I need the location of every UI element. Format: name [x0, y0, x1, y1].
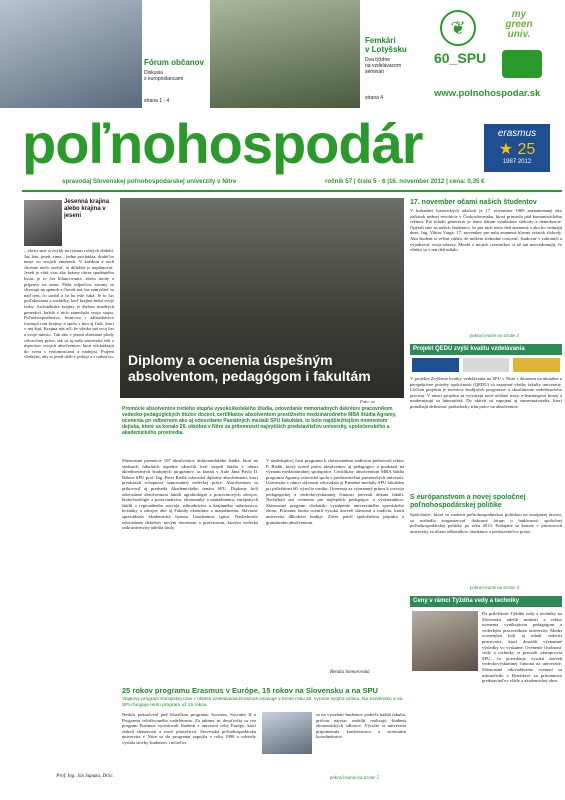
eu-article-headline: S európanstvom a novej spoločnej poľnohospodárskej politike	[410, 494, 526, 509]
teaser2-title: Femkári	[365, 36, 396, 45]
teaser2-text	[365, 36, 425, 101]
teaser2-title2: v Lotyšsku	[365, 45, 407, 54]
masthead-subtitle: spravodaj Slovenskej poľnohospodárskej univerzity v Nitre	[62, 178, 237, 185]
logo-box	[432, 2, 562, 102]
operational-program-logo	[463, 358, 510, 372]
nov17-headline: 17. november očami našich študentov	[410, 199, 537, 206]
wheat-logo-icon: ❦	[440, 10, 476, 46]
erasmus-logo: erasmus ★ 25 1987 2012	[484, 124, 550, 172]
teaser2-page: strana 4	[365, 95, 384, 101]
lead-author: Renáta Somorovská	[330, 670, 370, 675]
masthead	[0, 110, 565, 192]
project-bar: Projekt QEDU zvýši kvalitu vzdelávania	[410, 344, 562, 355]
author-photo	[24, 200, 62, 246]
green-university-logo: my green univ.	[505, 9, 533, 40]
eu-article-body: Spoločnosť, ktorá sa zaoberá poľnohospodárskou politikou na európskej úrovni, sa rozhodla zorganizovať diskusné fórum o budúcnosti spoločnej poľnohospodárskej politiky po roku 2013. Podujatie sa konalo v priestoroch univerzity za účasti odborníkov, študentov a predstaviteľov praxe.	[410, 512, 562, 534]
left-column-signature: Prof. Ing. Ján Supuka, DrSc.	[56, 774, 114, 779]
nov17-continue: pokračovanie na strane 3	[470, 334, 519, 339]
anniversary-badge: 60_SPU	[434, 50, 487, 66]
erasmus-headline: 25 rokov programu Erasmus v Európe, 15 rokov na Slovensku a na SPU	[122, 686, 378, 695]
eu-article-continue: pokračovanie na strane 4	[470, 586, 519, 591]
erasmus-continue: pokračovanie na strane 5	[330, 776, 379, 781]
project-body: V projekte Zvýšenie kvality vzdelávania na SPU v Nitre s dôrazom na aktuálne a perspektívne potreby spoločnosti (QEDU) sú zapojené všetky fakulty univerzity. Cieľom projektu je inovácia študijných programov a skvalitnenie vzdelávacieho procesu. V rámci projektu sa vytvárajú nové učebné texty, e-learningové kurzy a modernizujú sa laboratóriá. Do aktivít sú zapojení aj zamestnávatelia, ktorí pomáhajú definovať požiadavky trhu práce na absolventov.	[410, 376, 562, 409]
award-body: Pri príležitosti Týždňa vedy a techniky na Slovensku udelili ministri a rektor ocenenia vynikajúcim pedagógom a vedeckým pracovníkom univerzity. Medzi ocenenými boli aj mladí vedeckí pracovníci, ktorí dosiahli významné výsledky vo výskume. Ocenenie Osobnosť vedy a techniky si prevzali zástupcovia SPU, čo potvrdzuje vysokú úroveň vedeckovýskumnej činnosti na univerzite. Slávnostné odovzdávanie ocenení sa uskutočnilo v Bratislave za prítomnosti predstaviteľov vlády a akademickej obce.	[482, 611, 562, 684]
lead-headline	[128, 352, 404, 384]
spu-emblem-icon	[502, 50, 542, 78]
teaser2-sub2: na vzdelávacom	[365, 63, 402, 69]
teaser1-sub1: Diskusia	[144, 70, 163, 76]
lead-headline-line1: Diplomy a ocenenia úspešným	[128, 352, 333, 368]
masthead-rule	[22, 190, 562, 192]
teaser1-text	[144, 58, 206, 104]
teaser2-photo	[210, 0, 360, 108]
teaser1-page: strana 1 - 4	[144, 98, 170, 104]
teaser2-sub3: seminári	[365, 69, 384, 75]
erasmus-perex: Vlajkový program Európskej únie v oblasti vzdelávania Erasmus oslavuje v tomto roku 25. výročie svojho vzniku. Na Slovensku a na SPU funguje tento program už 15 rokov.	[122, 697, 403, 708]
website-link[interactable]: www.polnohospodar.sk	[434, 88, 541, 99]
teaser1-title: Fórum občanov	[144, 58, 205, 67]
left-column-body: – všetci sme si zvykli na rytmus ročných období. Jar, leto, jeseň, zima – jedno prichádza, druhé ho nesie vo svojich zmenách. V každom z nich chceme niečo urobiť, to dôležité je naplánovať. Jeseň je však viac ako krásny obraz spadnutého lístia, je to čas bilancovania, zberu úrody a prípravy na zimu. Pôda odpočíva, stromy sa chystajú na spánok a človek má čas zamyslieť sa nad tým, čo urobil a čo ho ešte čaká. Je to čas poďakovania a rozlúčky, keď krajina mení svoje farby. Architektúra krajiny je dielom mnohých generácií, každá z nich zanechala svoju stopu. Poľnohospodárstvo, lesníctvo i záhradníctvo formujú tvár krajiny a spolu s ňou aj ľudí, ktorí v nej žijú. Krajina nás učí, že všetko má svoj čas a svoje miesto. Tak ako v jeseni zbierame plody celoročnej práce, tak sa aj naša univerzita teší z úspechov svojich absolventov, ktorí odchádzajú do sveta s vedomosťami a nádejou. Prajem všetkým, aby si jeseň užili v pokoji a s radosťou.	[24, 248, 114, 360]
nov17-body: V kalendári historických udalostí je 17. november 1989 zaznamenaný ako začiatok nežnej revolúcie v Československu, ktorá priniesla pád komunistického režimu. Pre mladú generáciu je tento dátum symbolom slobody a demokracie. Opýtali sme sa našich študentov, čo pre nich tento deň znamená a ako ho vnímajú dnes. Ing. Viktor Varga: 17. november pre mňa znamená hlavne sviatok slobody. Ako študent si veľmi vážim, že môžem slobodne cestovať, študovať v zahraničí a vyjadrovať svoje názory. Mnohí z mojich rovesníkov si už ani neuvedomujú, čo všetko sa v ten deň udialo.	[410, 208, 562, 253]
title-part-hospodar: hospodár	[175, 112, 423, 175]
esf-logo	[513, 358, 560, 372]
masthead-title	[22, 112, 423, 175]
lead-body-col1: Slávnostné promócie 107 absolventov doktorandského štúdia, ktorí na siedmich fakultách úspešne ukončili tretí stupeň štúdia v rámci akreditovaných študijných programov, sa konali v Aule Jána Pavla II. Rektor SPU prof. Ing. Peter Bielik odovzdal diplomy absolventom, ktorí preukázali schopnosť samostatnej vedeckej práce. Absolventom sa prihovoril aj predseda Akademického senátu SPU. Diplomy boli odovzdané absolventom fakúlt agrobiológie a potravinových zdrojov, biotechnológie a potravinárstva, ekonomiky a manažmentu, európskych štúdií a regionálneho rozvoja, záhradníctva a krajinného inžinierstva, techniky a zdrojov ako aj Fakulty ekonómie a manažmentu. Slávnosť sprevádzala akademická hymna Gaudeamus igitur. Nasledovalo odovzdanie dekrétov novým docentom a profesorom, ktorým vedecká rada univerzity udelila tituly.	[122, 458, 258, 531]
teaser1-sub2: s europoslancami	[144, 76, 184, 82]
erasmus-photo	[262, 712, 312, 754]
teaser2-sub1: Dva týždne	[365, 57, 391, 63]
erasmus-body-col2: sa na vysielaní študentov podieľa každá fakulta, pričom najviac mobilít realizujú študenti ekonomických odborov. Výročie si univerzita pripomenula konferenciou a stretnutím koordinátorov.	[316, 712, 406, 740]
lead-perex: Promócie absolventov tretieho stupňa vysokoškolského štúdia, odovzdanie mimoriadnych dekrétov pracovníkom vedecko-pedagogických titulov docent, certifikátov absolventom prestížneho medzinárodného MBA štúdia Agramy, ocenenia pri odbornom ako aj odovzdanie Pamätných medailí SPU fakultám, to bolo najdôležitejším momentom dejiska, ktoré sa konalo 26. októbra v Nitre za prítomnosti najvyšších predstaviteľov univerzity, spoločenského a akademického prostredia.	[122, 406, 397, 436]
erasmus-years: 1987 2012	[502, 159, 532, 165]
lead-body-col2: V nasledujúcej časti programu k slávnostnému auditóriu prehovoril rektor P. Bielik, ktorý ocenil prácu absolventov aj pedagógov, a poukázal na význam medzinárodnej spolupráce. Certifikáty absolventom MBA štúdia programu Agramy odovzdal spolu s predstaviteľmi partnerských univerzít. Univerzita v rámci slávnosti odovzdala aj Pamätné medaily SPU fakultám pri príležitosti 60. výročia vzniku. Ocenenia za významný prínos k rozvoju pedagogickej a vedeckovýskumnej činnosti prevzali dekani fakúlt. Nechýbali ani ocenenia pre najlepších pedagógov a výskumníkov. Slávnostný program obohatilo vystúpenie univerzitného speváckeho zboru. Prítomní hostia ocenili vysokú úroveň slávnosti a tradíciu, ktorú univerzita dlhodobo buduje. Záver patril spoločnému prípitku a gratuláciám absolventom.	[266, 458, 404, 525]
eu-logos-strip	[412, 358, 560, 372]
title-part-polno: poľno	[22, 112, 176, 175]
eu-flag-icon	[412, 358, 459, 372]
lead-photo-credit: Foto: xx	[360, 399, 376, 404]
erasmus-word: erasmus	[497, 128, 537, 139]
teaser1-photo	[0, 0, 142, 108]
award-bar: Ceny v rámci Týždňa vedy a techniky	[410, 596, 562, 607]
left-column-heading: Jesenná krajina alebo krajina v jeseni	[64, 199, 110, 219]
erasmus-body-col1: Neskôr pokračoval pod hlavičkou programu Socrates, Socrates II a Programu celoživotného vzdelávania. Za takmer tri desaťročia sa cez program Erasmus vycestovali študenti z univerzít celej Európy, ktorí získali skúsenosti a nové priateľstvá. Slovenská poľnohospodárska univerzita v Nitre sa do programu zapojila v roku 1998 a odvtedy vyslala stovky študentov i učiteľov.	[122, 712, 256, 745]
lead-headline-line2: absolventom, pedagógom i fakultám	[128, 368, 371, 384]
issue-info: ročník 57 | číslo 5 - 6 |16. november 2012 | cena: 0,35 €	[325, 178, 485, 185]
